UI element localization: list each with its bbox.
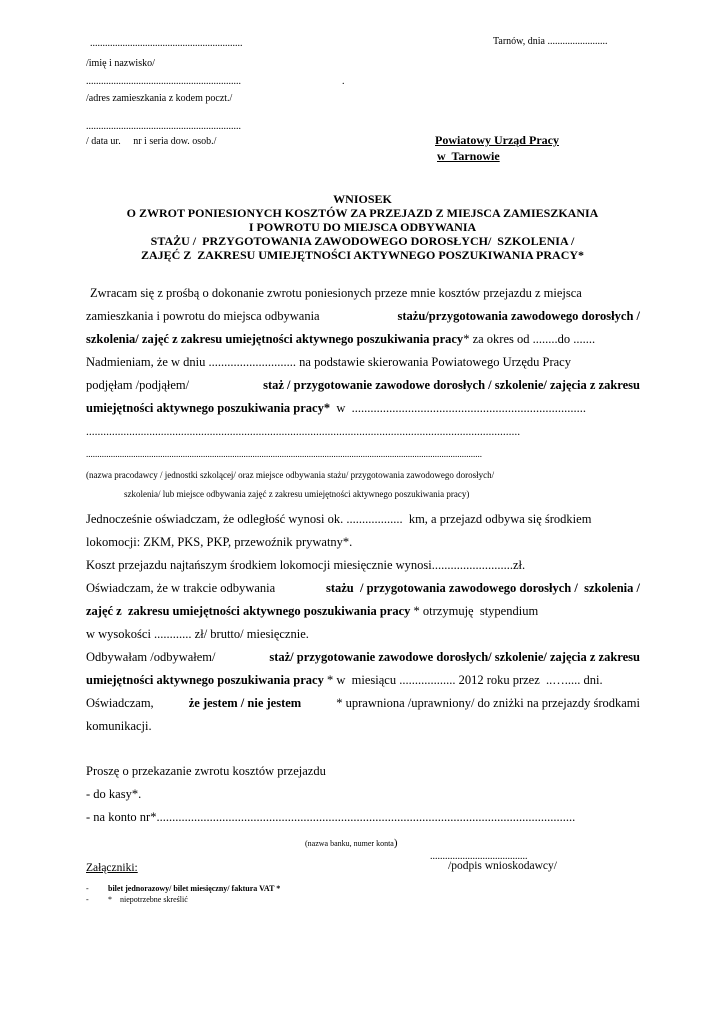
employer-note-1: (nazwa pracodawcy / jednostki szkolącej/ oraz miejsce odbywania stażu/ przygotowania zawodowego dorosłych/ [86, 470, 495, 480]
account-note-end: ) [393, 837, 398, 849]
p5-line3: w wysokości ............ zł/ brutto/ miesięcznie. [86, 627, 309, 641]
p3-line1: Jednocześnie oświadczam, że odległość wynosi ok. .................. km, a przejazd odbywa się środkiem [86, 512, 592, 526]
p7-l1c: * uprawniona /uprawniony/ do zniżki na przejazdy środkami [336, 696, 640, 710]
p6-l1a: Odbywałam /odbywałem/ [86, 650, 216, 664]
p7-l1a: Oświadczam, [86, 696, 154, 710]
p5-l2a: zajęć z zakresu umiejętności aktywnego poszukiwania pracy [86, 604, 411, 618]
p2-line1: Nadmieniam, że w dniu ............................ na podstawie skierowania Powiatowego Urzędu Pracy [86, 355, 571, 369]
address-label: /adres zamieszkania z kodem poczt./ [86, 93, 233, 104]
p1-l2a: zamieszkania i powrotu do miejsca odbywania [86, 309, 320, 323]
p1-line1 [86, 282, 640, 305]
p2-l2a: podjęłam /podjąłem/ [86, 378, 190, 392]
p1-line2 [86, 305, 640, 328]
p3-line2: lokomocji: ZKM, PKS, PKP, przewoźnik prywatny*. [86, 535, 353, 549]
doc-title-line4: STAŻU / PRZYGOTOWANIA ZAWODOWEGO DOROSŁYCH/ SZKOLENIA / [150, 234, 575, 248]
attachment-item-1: bilet jednorazowy/ bilet miesięczny/ faktura VAT * [108, 884, 281, 893]
p4-cost: Koszt przejazdu najtańszym środkiem lokomocji miesięcznie wynosi..........................zł. [86, 558, 526, 572]
paragraph-duration [86, 646, 640, 738]
attachment-item-2: niepotrzebne skreślić [120, 895, 188, 904]
p2-l2b: staż / przygotowanie zawodowe dorosłych / szkolenie/ zajęcia z zakresu [263, 378, 640, 392]
account-note [305, 837, 398, 849]
attachment-bullet-1: - [86, 884, 89, 893]
p5-line1 [86, 577, 640, 600]
signature-dots: ....................................... [430, 851, 528, 862]
doc-title-line3: I POWROTU DO MIEJSCA ODBYWANIA [248, 220, 477, 234]
attachments-title: Załączniki: [86, 862, 138, 874]
p6-l2a: umiejętności aktywnego poszukiwania pracy [86, 673, 324, 687]
office-name: Powiatowy Urząd Pracy [435, 133, 559, 147]
paragraph-distance [86, 508, 640, 577]
dob-label: / data ur. nr i seria dow. osob./ [86, 136, 217, 147]
office-city: w Tarnowie [437, 149, 500, 163]
p7-line1 [86, 692, 640, 715]
attachment-star: * [108, 895, 112, 904]
doc-title-line2: O ZWROT PONIESIONYCH KOSZTÓW ZA PRZEJAZD Z MIEJSCA ZAMIESZKANIA [126, 206, 599, 220]
employer-dots-1: ....................................................................................................................................................... [86, 426, 521, 438]
p5-l2b: * otrzymuję stypendium [410, 604, 539, 618]
doc-title-line5: ZAJĘĆ Z ZAKRESU UMIEJĘTNOŚCI AKTYWNEGO POSZUKIWANIA PRACY* [140, 248, 585, 262]
doc-title: WNIOSEK [333, 192, 392, 206]
paragraph-referral [86, 351, 640, 420]
transfer-account: - na konto nr*...................................................................................................................................... [86, 810, 576, 824]
address-dots: .............................................................. [86, 76, 241, 87]
place-date: Tarnów, dnia ........................ [493, 36, 608, 47]
dob-dots: .............................................................. [86, 121, 241, 132]
p1-l1-text: Zwracam się z prośbą o dokonanie zwrotu poniesionych przeze mnie kosztów przejazdu z miejsca [90, 286, 582, 300]
address-dot-end: . [342, 76, 345, 87]
p2-line3 [86, 397, 640, 420]
p6-l1b: staż/ przygotowanie zawodowe dorosłych/ szkolenie/ zajęcia z zakresu [269, 650, 640, 664]
p2-l3b: w ........................................................................... [330, 401, 587, 415]
paragraph-request [86, 282, 640, 351]
p6-line2 [86, 669, 640, 692]
employer-note-2: szkolenia/ lub miejsce odbywania zajęć z zakresu umiejętności aktywnego poszukiwania pracy) [124, 489, 470, 499]
p5-l1b: stażu / przygotowania zawodowego dorosłych / szkolenia / [325, 581, 640, 595]
signature-label: /podpis wnioskodawcy/ [448, 860, 557, 872]
transfer-request: Proszę o przekazanie zwrotu kosztów przejazdu [86, 764, 326, 778]
p5-line2 [86, 600, 640, 623]
p2-line2 [86, 374, 640, 397]
signature-dots-top: ............................................................. [90, 38, 243, 49]
attachment-bullet-2: - [86, 895, 89, 904]
name-label: /imię i nazwisko/ [86, 58, 155, 69]
p2-l3a: umiejętności aktywnego poszukiwania pracy* [86, 401, 331, 415]
p1-line3 [86, 328, 640, 351]
paragraph-stipend [86, 577, 640, 646]
employer-dots-2: ................................................................................................................................................................................ [86, 449, 482, 459]
p5-l1a: Oświadczam, że w trakcie odbywania [86, 581, 282, 595]
p1-l2b: stażu/przygotowania zawodowego dorosłych / [397, 309, 640, 323]
p6-line1 [86, 646, 640, 669]
p7-l1b: że jestem / nie jestem [188, 696, 302, 710]
transfer-cash: - do kasy*. [86, 787, 142, 801]
p1-l3a: szkolenia/ zajęć z zakresu umiejętności aktywnego poszukiwania pracy [86, 332, 464, 346]
p7-line2: komunikacji. [86, 719, 152, 733]
p6-l2b: * w miesiącu .................. 2012 roku przez ..…..... dni. [323, 673, 603, 687]
account-note-text: (nazwa banku, numer konta [305, 839, 394, 848]
p1-l3b: * za okres od ........do ....... [463, 332, 596, 346]
